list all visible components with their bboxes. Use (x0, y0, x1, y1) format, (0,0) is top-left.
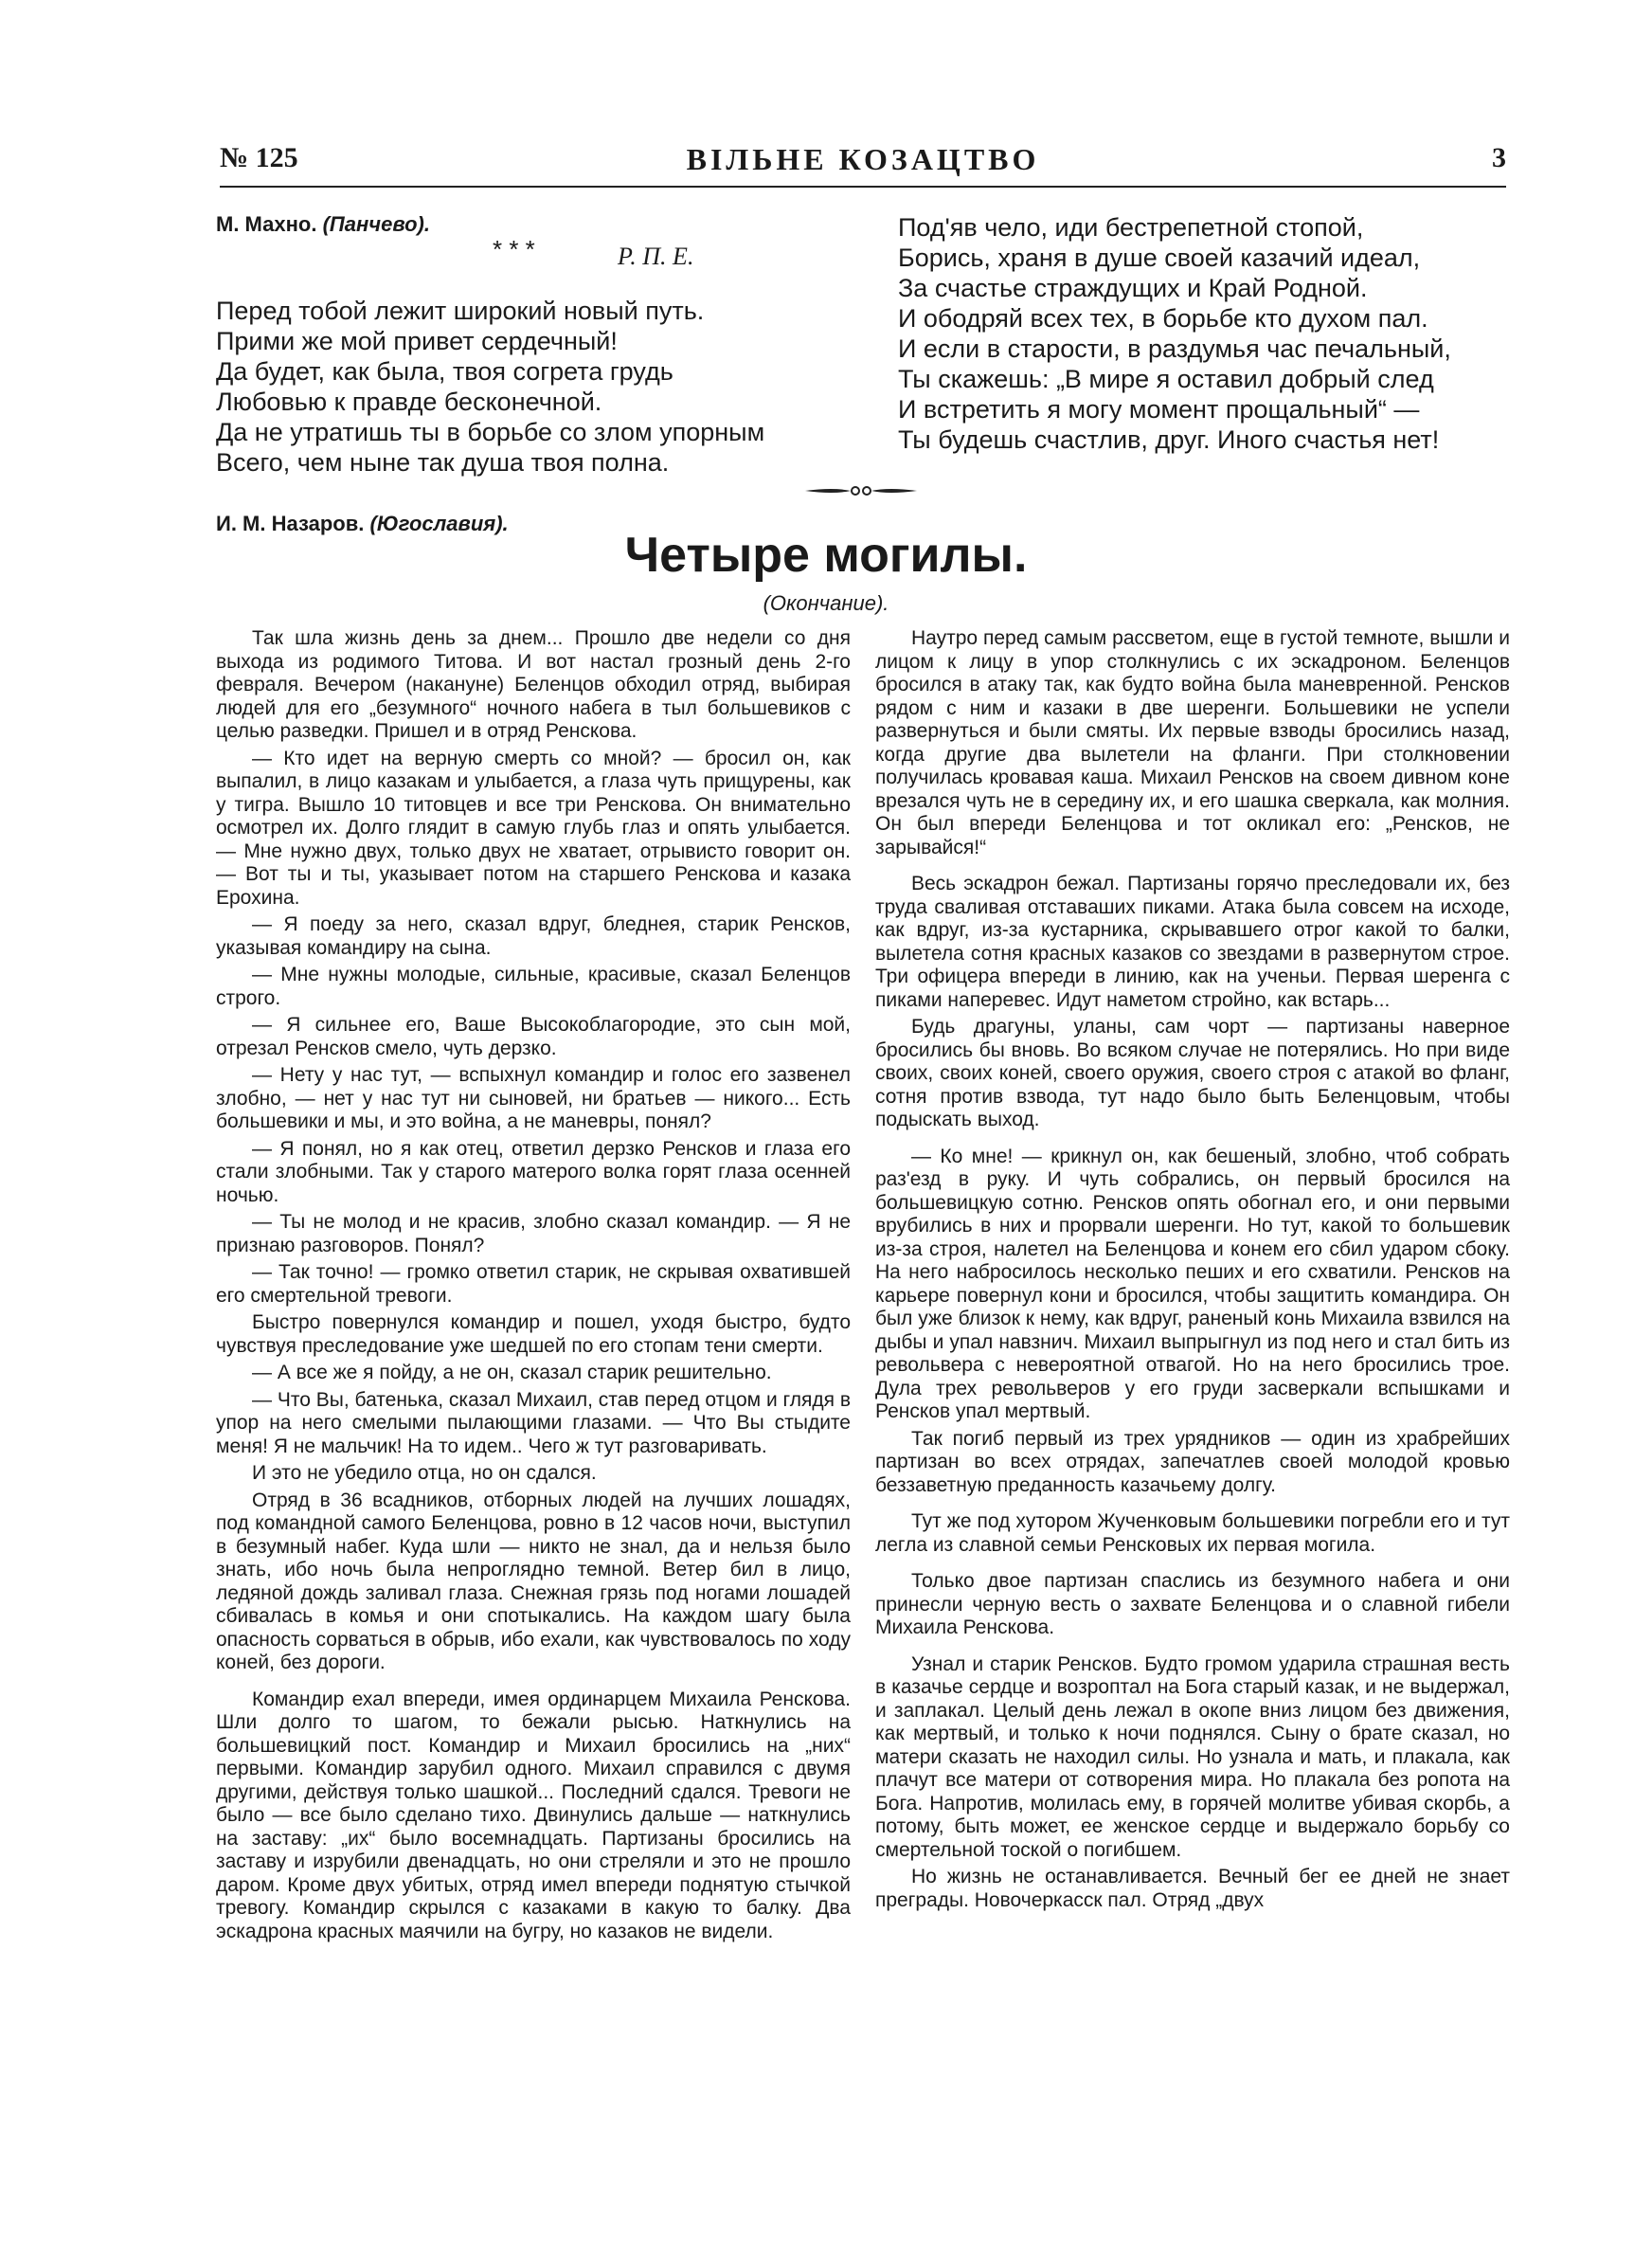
paragraph: Тут же под хутором Жученковым большевики погребли его и тут легла из славной семьи Ренсковых их первая могила. (875, 1510, 1510, 1556)
verse-line: Ты будешь счастлив, друг. Иного счастья нет! (898, 425, 1440, 454)
paragraph: — Так точно! — громко ответил старик, не скрывая охватившей его смертельной тревоги. (216, 1261, 851, 1307)
poem-author-place: (Панчево). (322, 212, 430, 236)
article-subtitle: (Окончание). (763, 591, 889, 615)
verse-line: Всего, чем ныне так душа твоя полна. (216, 448, 670, 477)
verse-line: И ободряй всех тех, в борьбе кто духом пал. (898, 304, 1428, 333)
paragraph: Командир ехал впереди, имея ординарцем Михаила Ренскова. Шли долго то шагом, то бежали рысью. Наткнулись на большевицкий пост. Командир и Михаил бросились на „них“ первыми. Командир зарубил одного. Михаил справился с двумя другими, действуя только шашкой... Последний сдался. Тревоги не было — все было сделано тихо. Двинулись дальше — наткнулись на заставу: „их“ было восемнадцать. Партизаны бросились на заставу и изрубили двенадцать, но они стреляли и это не прошло даром. Кроме двух убитых, отряд имел впереди поднятую стычкой тревогу. Командир скрылся с казаками в какую то балку. Два эскадрона красных маячили на бугру, но казаков не видели. (216, 1688, 851, 1942)
poem-asterism: * * * (493, 235, 535, 263)
article-right-column (875, 627, 1510, 1916)
paragraph: — Кто идет на верную смерть со мной? — бросил он, как выпалил, в лицо казакам и улыбается, а глаза чуть прищурены, как у тигра. Вышло 10 титовцев и все три Ренскова. Он внимательно осмотрел их. Долго глядит в самую глубь глаз и опять улыбается. — Мне нужно двух, только двух не хватает, отрывисто говорит он. — Вот ты и ты, указывает потом на старшего Ренскова и казака Ерохина. (216, 747, 851, 909)
paragraph: — Я сильнее его, Ваше Высокоблагородие, это сын мой, отрезал Ренсков смело, чуть дерзко. (216, 1014, 851, 1059)
poem-author (216, 212, 860, 237)
page-number: 3 (1492, 142, 1506, 173)
paragraph: — А все же я пойду, а не он, сказал старик решительно. (252, 1362, 772, 1383)
verse-line: Перед тобой лежит широкий новый путь. (216, 297, 705, 325)
verse-line: За счастье страждущих и Край Родной. (898, 274, 1368, 302)
paragraph: Будь драгуны, уланы, сам чорт — партизаны наверное бросились бы вновь. Во всяком случае не потерялись. Но при виде своих, своих коней, своего оружия, своего строя с атакой во фланг, сотня против взвода, тут надо было быть Беленцовым, чтобы подыскать выход. (875, 1016, 1510, 1130)
paragraph: — Ты не молод и не красив, злобно сказал командир. — Я не признаю разговоров. Понял? (216, 1211, 851, 1256)
article-title: Четыре могилы. (624, 528, 1028, 583)
paragraph: Так шла жизнь день за днем... Прошло две недели со дня выхода из родимого Титова. И вот настал грозный день 2-го февраля. Вечером (накануне) Беленцов обходил отряд, выбирая людей для его „безумного“ ночного набега в тыл большевиков с целью разведки. Пришел и в отряд Ренскова. (216, 627, 851, 742)
paragraph: Так погиб первый из трех урядников — один из храбрейших партизан во всех отрядах, запечатлев своей молодой кровью беззаветную преданность казачьему долгу. (875, 1427, 1510, 1496)
divider-ornament-icon (805, 481, 917, 500)
issue-number: № 125 (220, 142, 298, 173)
verse-line: И встретить я могу момент прощальный“ — (898, 395, 1420, 424)
poem-right-column (898, 212, 1523, 455)
paragraph: Но жизнь не останавливается. Вечный бег ее дней не знает преграды. Новочеркасск пал. Отряд „двух (875, 1866, 1510, 1911)
paragraph: Узнал и старик Ренсков. Будто громом ударила страшная весть в казачье сердце и возроптал на Бога старый казак, и не выдержал, и заплакал. Целый день лежал в окопе вниз лицом без движения, как мертвый, и только к ночи поднялся. Сыну о брате сказал, но матери сказать не находил силы. Но узнала и мать, и плакала, как плачут все матери от сотворения мира. Но плакала без ропота на Бога. Напротив, молилась ему, в горячей молитве убивая скорбь, а потому, быть может, ее женское сердце и выдержало борьбу со смертельной тоской о погибшем. (875, 1652, 1510, 1861)
paragraph: — Ко мне! — крикнул он, как бешеный, злобно, чтоб собрать раз'езд в руку. И чуть собрались, он первый бросился на большевицкую сотню. Ренсков опять обогнал его, и они первыми врубились в них и прорвали шеренги. Но тут, какой то большевик из-за строя, налетел на Беленцова и конем его сбил ударом сбоку. На него набросилось несколько пеших и его схватили. Ренсков на карьере повернул кони и бросился, чтобы защитить командира. Он был уже близок к нему, как вдруг, раненый конь Михаила взвился на дыбы и упал навзнич. Михаил выпрыгнул из под него и стал бить из револьвера с невероятной отвагой. Но на него бросились трое. Дула трех револьверов у его груди засверкали вспышками и Ренсков упал мертвый. (875, 1145, 1510, 1422)
paragraph: — Я понял, но я как отец, ответил дерзко Ренсков и глаза его стали злобными. Так у старого матерого волка горят глаза осенней ночью. (216, 1137, 851, 1206)
paragraph: — Нету у нас тут, — вспыхнул командир и голос его зазвенел злобно, — нет у нас тут ни сыновей, ни братьев — никого... Есть большевики и мы, и это война, а не маневры, понял? (216, 1064, 851, 1132)
paragraph: Отряд в 36 всадников, отборных людей на лучших лошадях, под командной самого Беленцова, ровно в 12 часов ночи, выступил в безумный набег. Куда шли — никто не знал, да и нельзя было знать, ибо ночь была непроглядно темной. Ветер бил в лицо, ледяной дождь заливал глаза. Снежная грязь под ногами лошадей сбивалась в комья и они спотыкались. На каждом шагу была опасность сорваться в обрыв, ибо ехали, как чувствовалось по ходу коней, без дороги. (216, 1489, 851, 1673)
verse-line: И если в старости, в раздумья час печальный, (898, 334, 1451, 363)
article-left-column (216, 627, 851, 1947)
verse-line: Ты скажешь: „В мире я оставил добрый след (898, 365, 1434, 393)
paragraph: Только двое партизан спаслись из безумного набега и они принесли черную весть о захвате Беленцова и о славной гибели Михаила Ренскова. (875, 1570, 1510, 1638)
verse-line: Да будет, как была, твоя согрета грудь (216, 357, 673, 386)
paragraph: Наутро перед самым рассветом, еще в густой темноте, вышли и лицом к лицу в упор столкнулись с их эскадроном. Беленцов бросился в атаку так, как будто война была маневренной. Ренсков рядом с ним и казаки в две шеренги. Большевики не успели развернуться и были смяты. Их первые взводы бросились назад, когда другие два вылетели на фланги. При столкновении получилась кровавая каша. Михаил Ренсков на своем дивном коне врезался чуть не в середину их, и его шашка сверкала, как молния. Он был впереди Беленцова и тот окликал его: „Ренсков, не зарывайся!“ (875, 627, 1510, 858)
poem-dedication: Р. П. Е. (618, 243, 694, 270)
paragraph: И это не убедило отца, но он сдался. (252, 1462, 597, 1484)
poem-author-name: М. Махно. (216, 212, 317, 236)
paragraph: Быстро повернулся командир и пошел, уходя быстро, будто чувствуя преследование уже шедшей по его стопам тени смерти. (216, 1311, 851, 1357)
poem-right-verse (898, 212, 1523, 455)
paragraph: Весь эскадрон бежал. Партизаны горячо преследовали их, без труда сваливая отставаших пиками. Атака была совсем на исходе, как вдруг, из-за кустарника, скрывавшего отрог какой то балки, вылетела сотня красных казаков со звездами в развернутом строе. Три офицера впереди в линию, как на ученьи. Первая шеренга с пиками наперевес. Идут наметом стройно, как встарь... (875, 873, 1510, 1011)
paragraph: — Что Вы, батенька, сказал Михаил, став перед отцом и глядя в упор на него смелыми пылающими глазами. — Что Вы стыдите меня! Я не мальчик! На то идем.. Чего ж тут разговаривать. (216, 1388, 851, 1457)
verse-line: Любовью к правде бесконечной. (216, 388, 602, 416)
poem-left-column (216, 212, 860, 478)
verse-line: Да не утратишь ты в борьбе со злом упорным (216, 418, 765, 446)
paragraph: — Я поеду за него, сказал вдруг, бледнея, старик Ренсков, указывая командиру на сына. (216, 913, 851, 959)
verse-line: Прими же мой привет сердечный! (216, 327, 618, 355)
paragraph: — Мне нужны молодые, сильные, красивые, сказал Беленцов строго. (216, 964, 851, 1009)
article-author-place: (Югославия). (369, 512, 509, 535)
verse-line: Борись, храня в душе своей казачий идеал, (898, 244, 1421, 272)
newspaper-title: ВІЛЬНЕ КОЗАЦТВО (686, 142, 1040, 176)
page-header (220, 142, 1506, 188)
poem-left-verse (216, 296, 860, 478)
verse-line: Под'яв чело, иди бестрепетной стопой, (898, 213, 1364, 242)
article-author-name: И. М. Назаров. (216, 512, 365, 535)
